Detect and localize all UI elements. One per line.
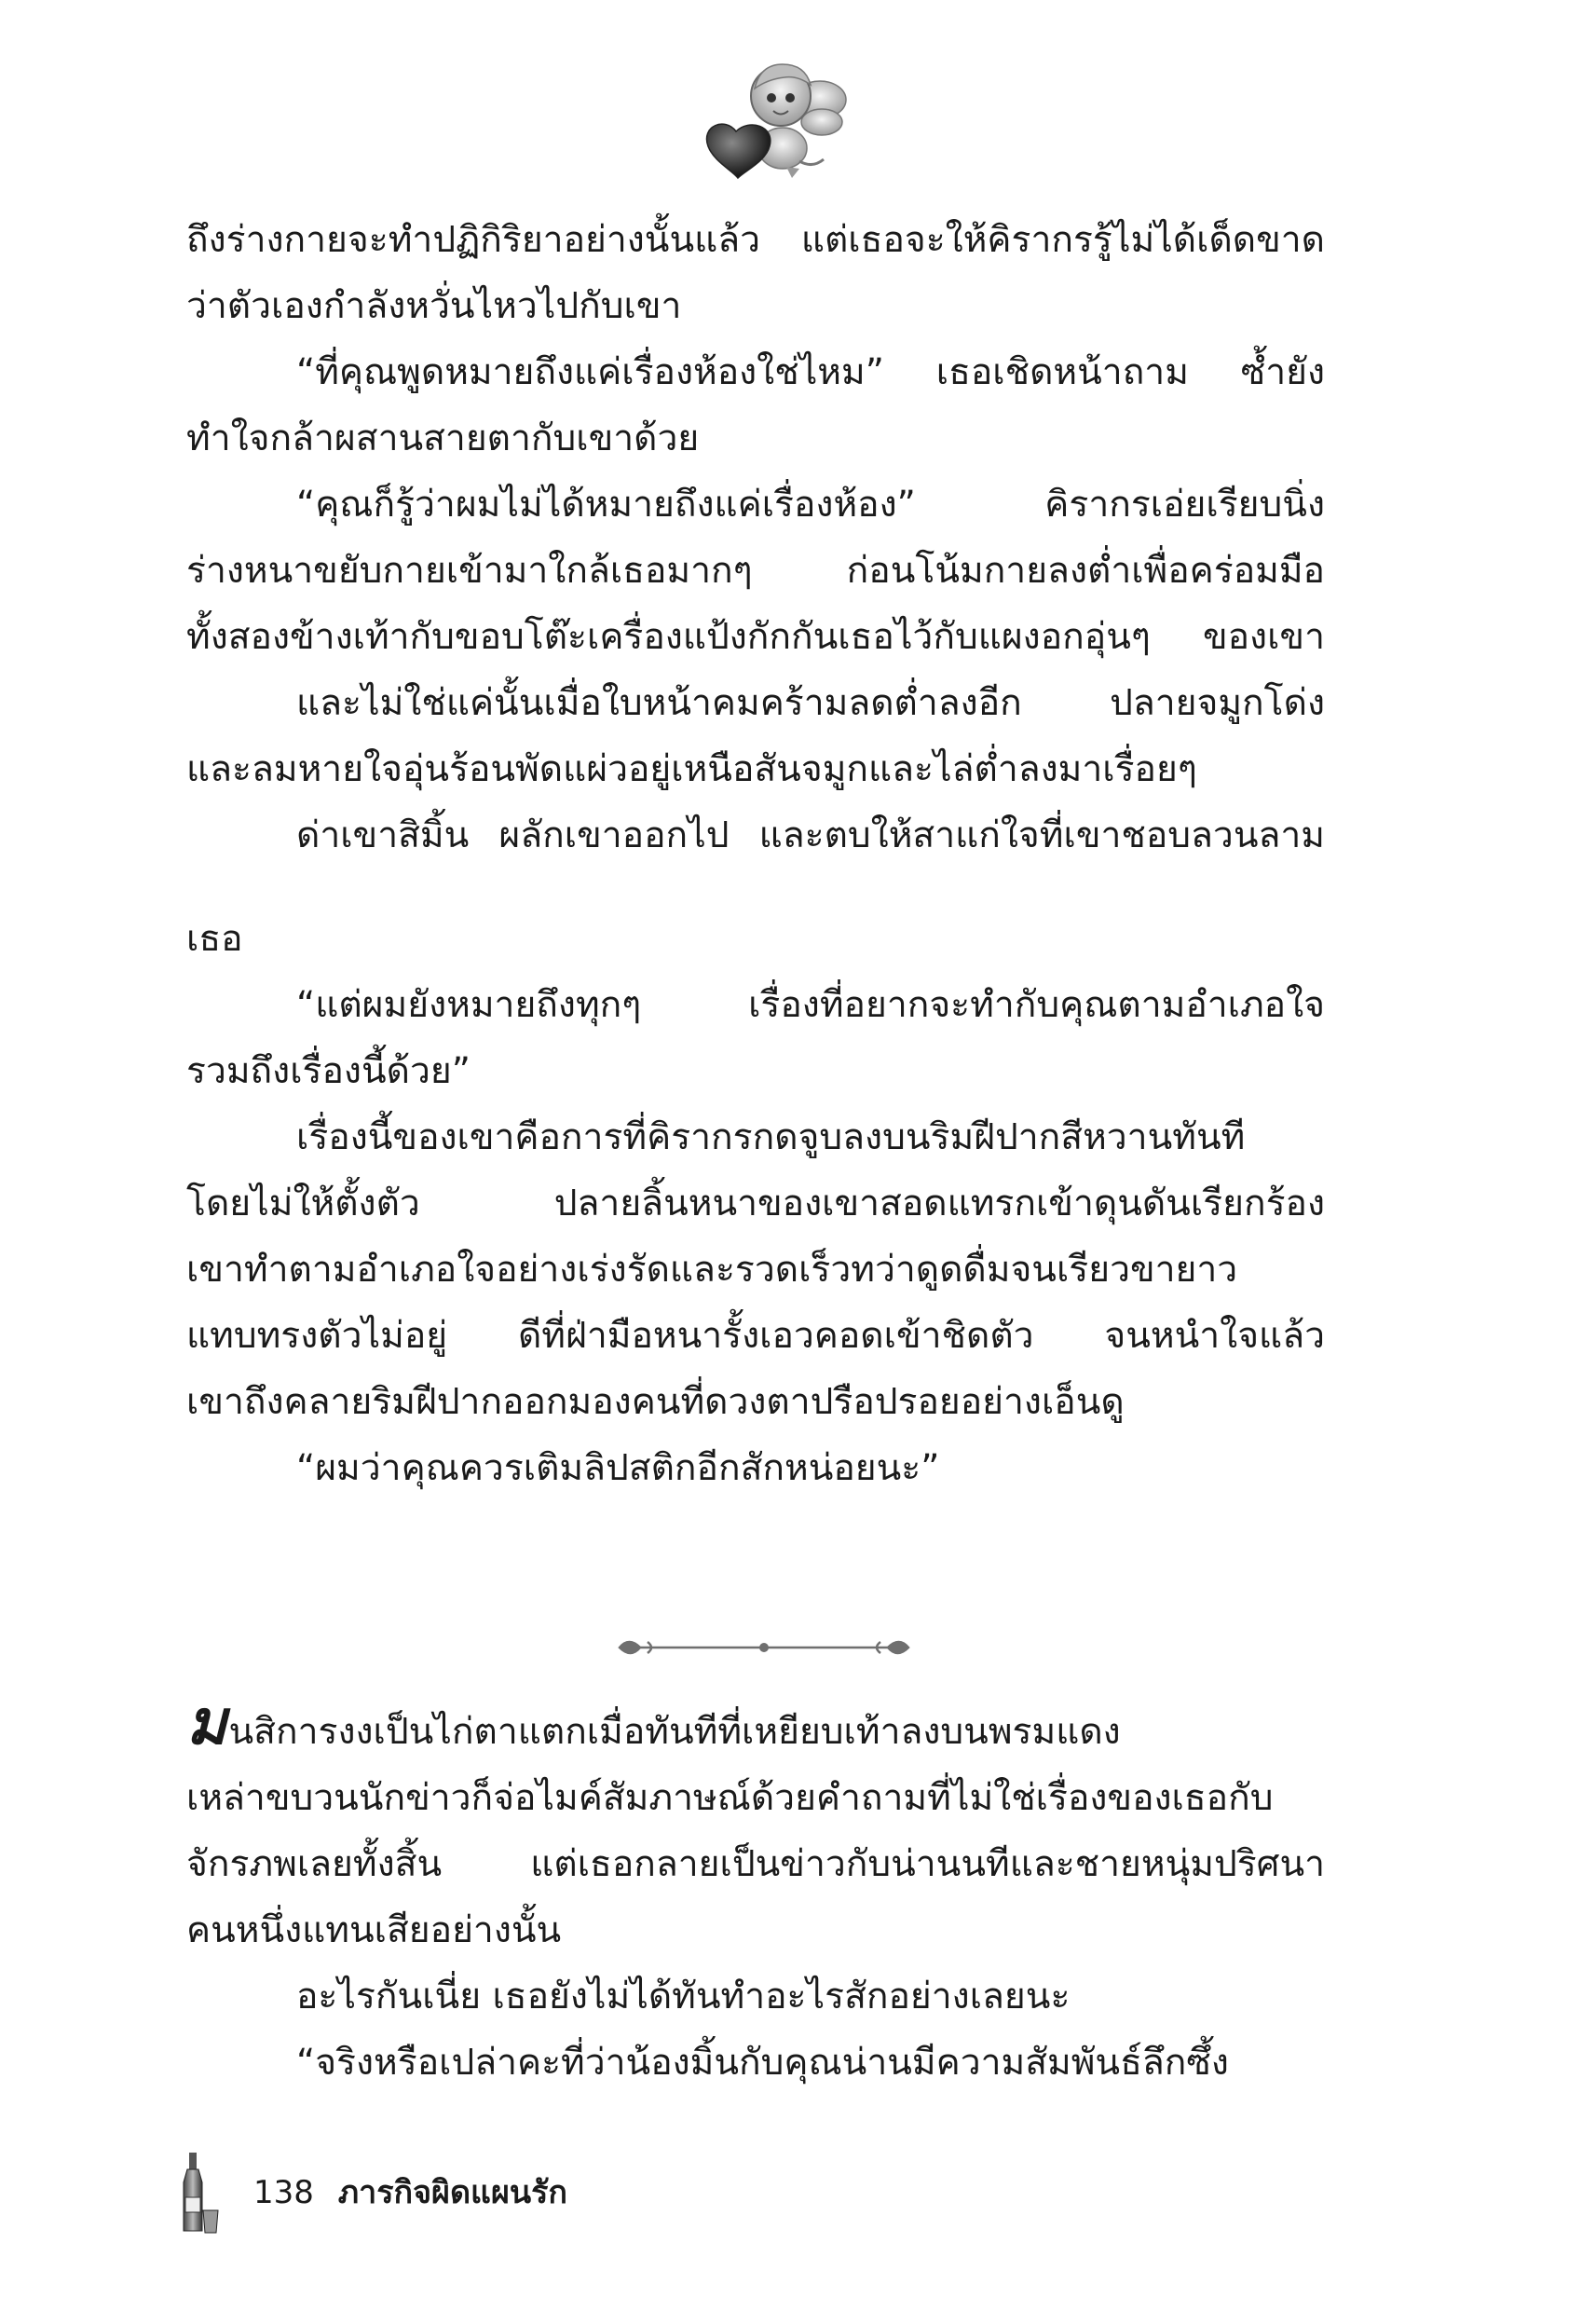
page-body-lower [186, 1699, 1325, 2096]
text-line: ถึงร่างกายจะทำปฏิกิริยาอย่างนั้นแล้ว แต่เธอจะให้คิรากรรู้ไม่ได้เด็ดขาด [186, 219, 1325, 261]
text-line: “คุณก็รู้ว่าผมไม่ได้หมายถึงแค่เรื่องห้อง” คิรากรเอ่ยเรียบนิ่ง [296, 484, 1325, 526]
drop-cap: ม [186, 1699, 227, 1758]
text-line: ทั้งสองข้างเท้ากับขอบโต๊ะเครื่องแป้งกักกันเธอไว้กับแผงอกอุ่นๆ ของเขา [186, 616, 1325, 658]
text-line: และไม่ใช่แค่นั้นเมื่อใบหน้าคมคร้ามลดต่ำลงอีก ปลายจมูกโด่ง [296, 682, 1325, 724]
text-line: เขาทำตามอำเภอใจอย่างเร่งรัดและรวดเร็วทว่าดูดดื่มจนเรียวขายาว [186, 1249, 1238, 1291]
text-line: เรื่องนี้ของเขาคือการที่คิรากรกดจูบลงบนริมฝีปากสีหวานทันที [296, 1116, 1246, 1158]
text-line-dropcap [186, 1699, 1325, 1765]
text-line: ด่าเขาสิมิ้น ผลักเขาออกไป และตบให้สาแก่ใจที่เขาชอบลวนลาม [296, 814, 1325, 856]
text-line: จักรภพเลยทั้งสิ้น แต่เธอกลายเป็นข่าวกับน่านนทีและชายหนุ่มปริศนา [186, 1843, 1325, 1885]
page-footer [253, 2169, 567, 2216]
page-number: 138 [253, 2174, 314, 2211]
text-line: และลมหายใจอุ่นร้อนพัดแผ่วอยู่เหนือสันจมูกและไล่ต่ำลงมาเรื่อยๆ [186, 748, 1197, 790]
liquor-bottle-glass-icon [177, 2151, 220, 2235]
text-span: นสิการงงเป็นไก่ตาแตกเมื่อทันทีที่เหยียบเท้าลงบนพรมแดง [228, 1711, 1121, 1753]
book-title: ภารกิจผิดแผนรัก [337, 2174, 567, 2211]
page-body-upper [186, 207, 1325, 1501]
text-line: ว่าตัวเองกำลังหวั่นไหวไปกับเขา [186, 285, 682, 327]
cupid-with-heart-icon [689, 51, 857, 182]
text-line: ร่างหนาขยับกายเข้ามาใกล้เธอมากๆ ก่อนโน้มกายลงต่ำเพื่อคร่อมมือ [186, 550, 1325, 592]
text-line: “จริงหรือเปล่าคะที่ว่าน้องมิ้นกับคุณน่านมีความสัมพันธ์ลึกซึ้ง [296, 2042, 1229, 2084]
text-line: ทำใจกล้าผสานสายตากับเขาด้วย [186, 417, 700, 459]
text-line: “ที่คุณพูดหมายถึงแค่เรื่องห้องใช่ไหม” เธอเชิดหน้าถาม ซ้ำยัง [296, 351, 1325, 393]
text-line: เขาถึงคลายริมฝีปากออกมองคนที่ดวงตาปรือปรอยอย่างเอ็นดู [186, 1381, 1125, 1423]
text-line: “ผมว่าคุณควรเติมลิปสติกอีกสักหน่อยนะ” [296, 1447, 940, 1489]
text-line: อะไรกันเนี่ย เธอยังไม่ได้ทันทำอะไรสักอย่างเลยนะ [296, 1976, 1071, 2017]
text-line: คนหนึ่งแทนเสียอย่างนั้น [186, 1909, 562, 1951]
text-line: “แต่ผมยังหมายถึงทุกๆ เรื่องที่อยากจะทำกับคุณตามอำเภอใจ [296, 984, 1325, 1026]
text-line: เธอ [186, 918, 243, 960]
text-line: เหล่าขบวนนักข่าวก็จ่อไมค์สัมภาษณ์ด้วยคำถามที่ไม่ใช่เรื่องของเธอกับ [186, 1777, 1274, 1819]
text-line: แทบทรงตัวไม่อยู่ ดีที่ฝ่ามือหนารั้งเอวคอดเข้าชิดตัว จนหนำใจแล้ว [186, 1315, 1325, 1357]
ornamental-divider-icon [610, 1629, 918, 1666]
text-line: โดยไม่ให้ตั้งตัว ปลายลิ้นหนาของเขาสอดแทรกเข้าดุนดันเรียกร้อง [186, 1183, 1325, 1224]
text-line: รวมถึงเรื่องนี้ด้วย” [186, 1050, 471, 1092]
